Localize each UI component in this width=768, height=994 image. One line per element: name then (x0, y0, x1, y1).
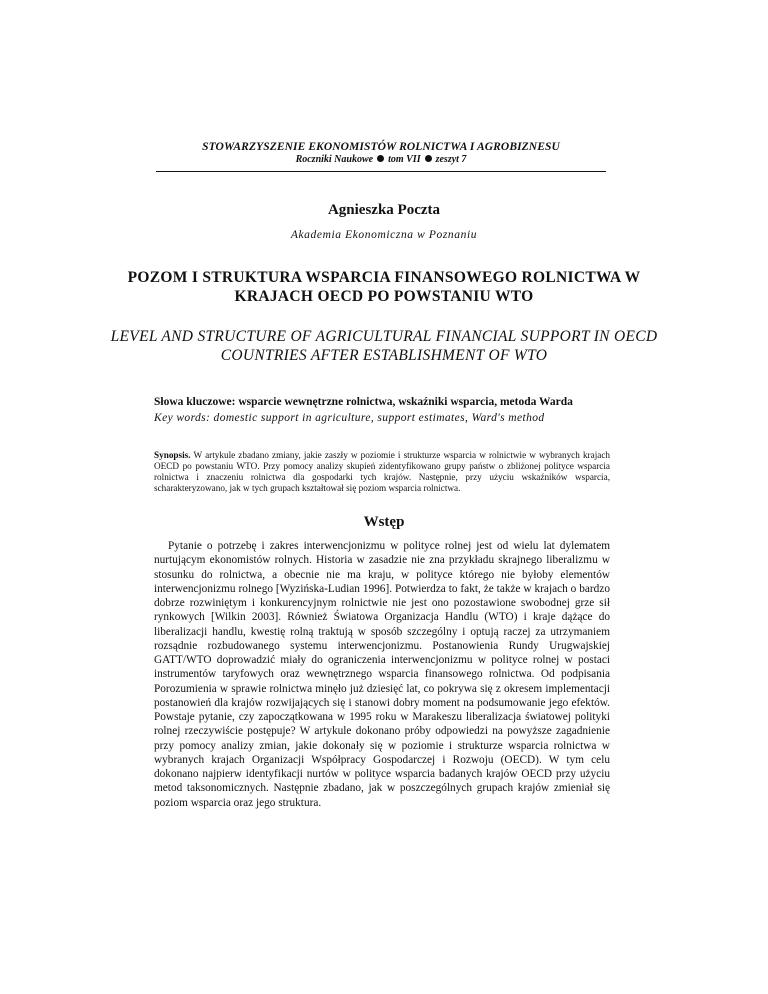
section-heading: Wstęp (363, 514, 405, 530)
bullet-icon (377, 155, 384, 162)
title-english: LEVEL AND STRUCTURE OF AGRICULTURAL FINANCIAL SUPPORT IN OECD COUNTRIES AFTER ESTABLISHMENT OF WTO (110, 328, 658, 364)
title-polish: POZOM I STRUKTURA WSPARCIA FINANSOWEGO ROLNICTWA W KRAJACH OECD PO POWSTANIU WTO (127, 269, 641, 305)
journal-header (156, 140, 606, 166)
journal-issue-line (156, 154, 606, 166)
journal-association: STOWARZYSZENIE EKONOMISTÓW ROLNICTWA I AGROBIZNESU (202, 141, 560, 153)
journal-issue: zeszyt 7 (435, 154, 467, 165)
keywords-block (154, 394, 624, 426)
journal-series: Roczniki Naukowe (295, 154, 374, 165)
journal-volume: tom VII (388, 154, 421, 165)
author-affiliation: Akademia Ekonomiczna w Poznaniu (290, 229, 478, 241)
synopsis (154, 450, 610, 494)
author-name: Agnieszka Poczta (327, 202, 441, 218)
synopsis-label: Synopsis. (154, 450, 191, 460)
bullet-icon (425, 155, 432, 162)
keywords-polish: Słowa kluczowe: wsparcie wewnętrzne rolnictwa, wskaźniki wsparcia, metoda Warda (154, 396, 573, 408)
synopsis-text: W artykule zbadano zmiany, jakie zaszły w poziomie i strukturze wsparcia w rolnictwie w wybranych krajach OECD po powstaniu WTO. Przy pomocy analizy skupień zidentyfikowano grupy państw o zbliżonej polityce wsparcia rolnictwa i znaczeniu rolnictwa dla gospodarki tych krajów. Następnie, przy użyciu wskaźników wsparcia, scharakteryzowano, jak w tych grupach kształtował się poziom wsparcia rolnictwa. (154, 450, 610, 493)
keywords-english: Key words: domestic support in agriculture, support estimates, Ward's method (154, 412, 545, 424)
body-text (154, 539, 610, 810)
paragraph: Pytanie o potrzebę i zakres interwencjonizmu w polityce rolnej jest od wielu lat dylematem nurtującym ekonomistów rolnych. Historia w zasadzie nie zna przykładu skrajnego liberalizmu w stosunku do rolnictwa, a obecnie nie ma kraju, w polityce którego nie byłoby elementów interwencjonizmu rolnego [Wyzińska-Ludian 1996]. Potwierdza to fakt, że także w krajach o bardzo dobrze rozwiniętym i konkurencyjnym rolnictwie nie jest ono pozostawione swobodnej grze sił rynkowych [Wilkin 2003]. Również Światowa Organizacja Handlu (WTO) i kraje dążące do liberalizacji handlu, kwestię rolną traktują w sposób szczególny i optują raczej za utrzymaniem rozsądnie rozbudowanego systemu interwencjonizmu. Postanowienia Rundy Urugwajskiej GATT/WTO doprowadzić miały do ograniczenia interwencjonizmu w polityce rolnej w postaci instrumentów taryfowych oraz wewnętrznego wsparcia finansowego rolnictwa. Od podpisania Porozumienia w sprawie rolnictwa minęło już dziesięć lat, co pokrywa się z okresem implementacji postanowień dla krajów rozwijających się i stanowi dobry moment na podsumowanie jego efektów. Powstaje pytanie, czy zapoczątkowana w 1995 roku w Marakeszu liberalizacja światowej polityki rolnej rzeczywiście postępuje? W artykule dokonano próby odpowiedzi na powyższe zagadnienie przy pomocy analizy zmian, jakie dokonały się w poziomie i strukturze wsparcia rolnictwa w wybranych krajach Organizacji Współpracy Gospodarczej i Rozwoju (OECD). W tym celu dokonano najpierw identyfikacji nurtów w polityce wsparcia badanych krajów OECD przy użyciu metod taksonomicznych. Następnie zbadano, jak w poszczególnych grupach krajów zmieniał się poziom wsparcia oraz jego struktura. (154, 540, 610, 809)
header-rule (156, 171, 606, 172)
